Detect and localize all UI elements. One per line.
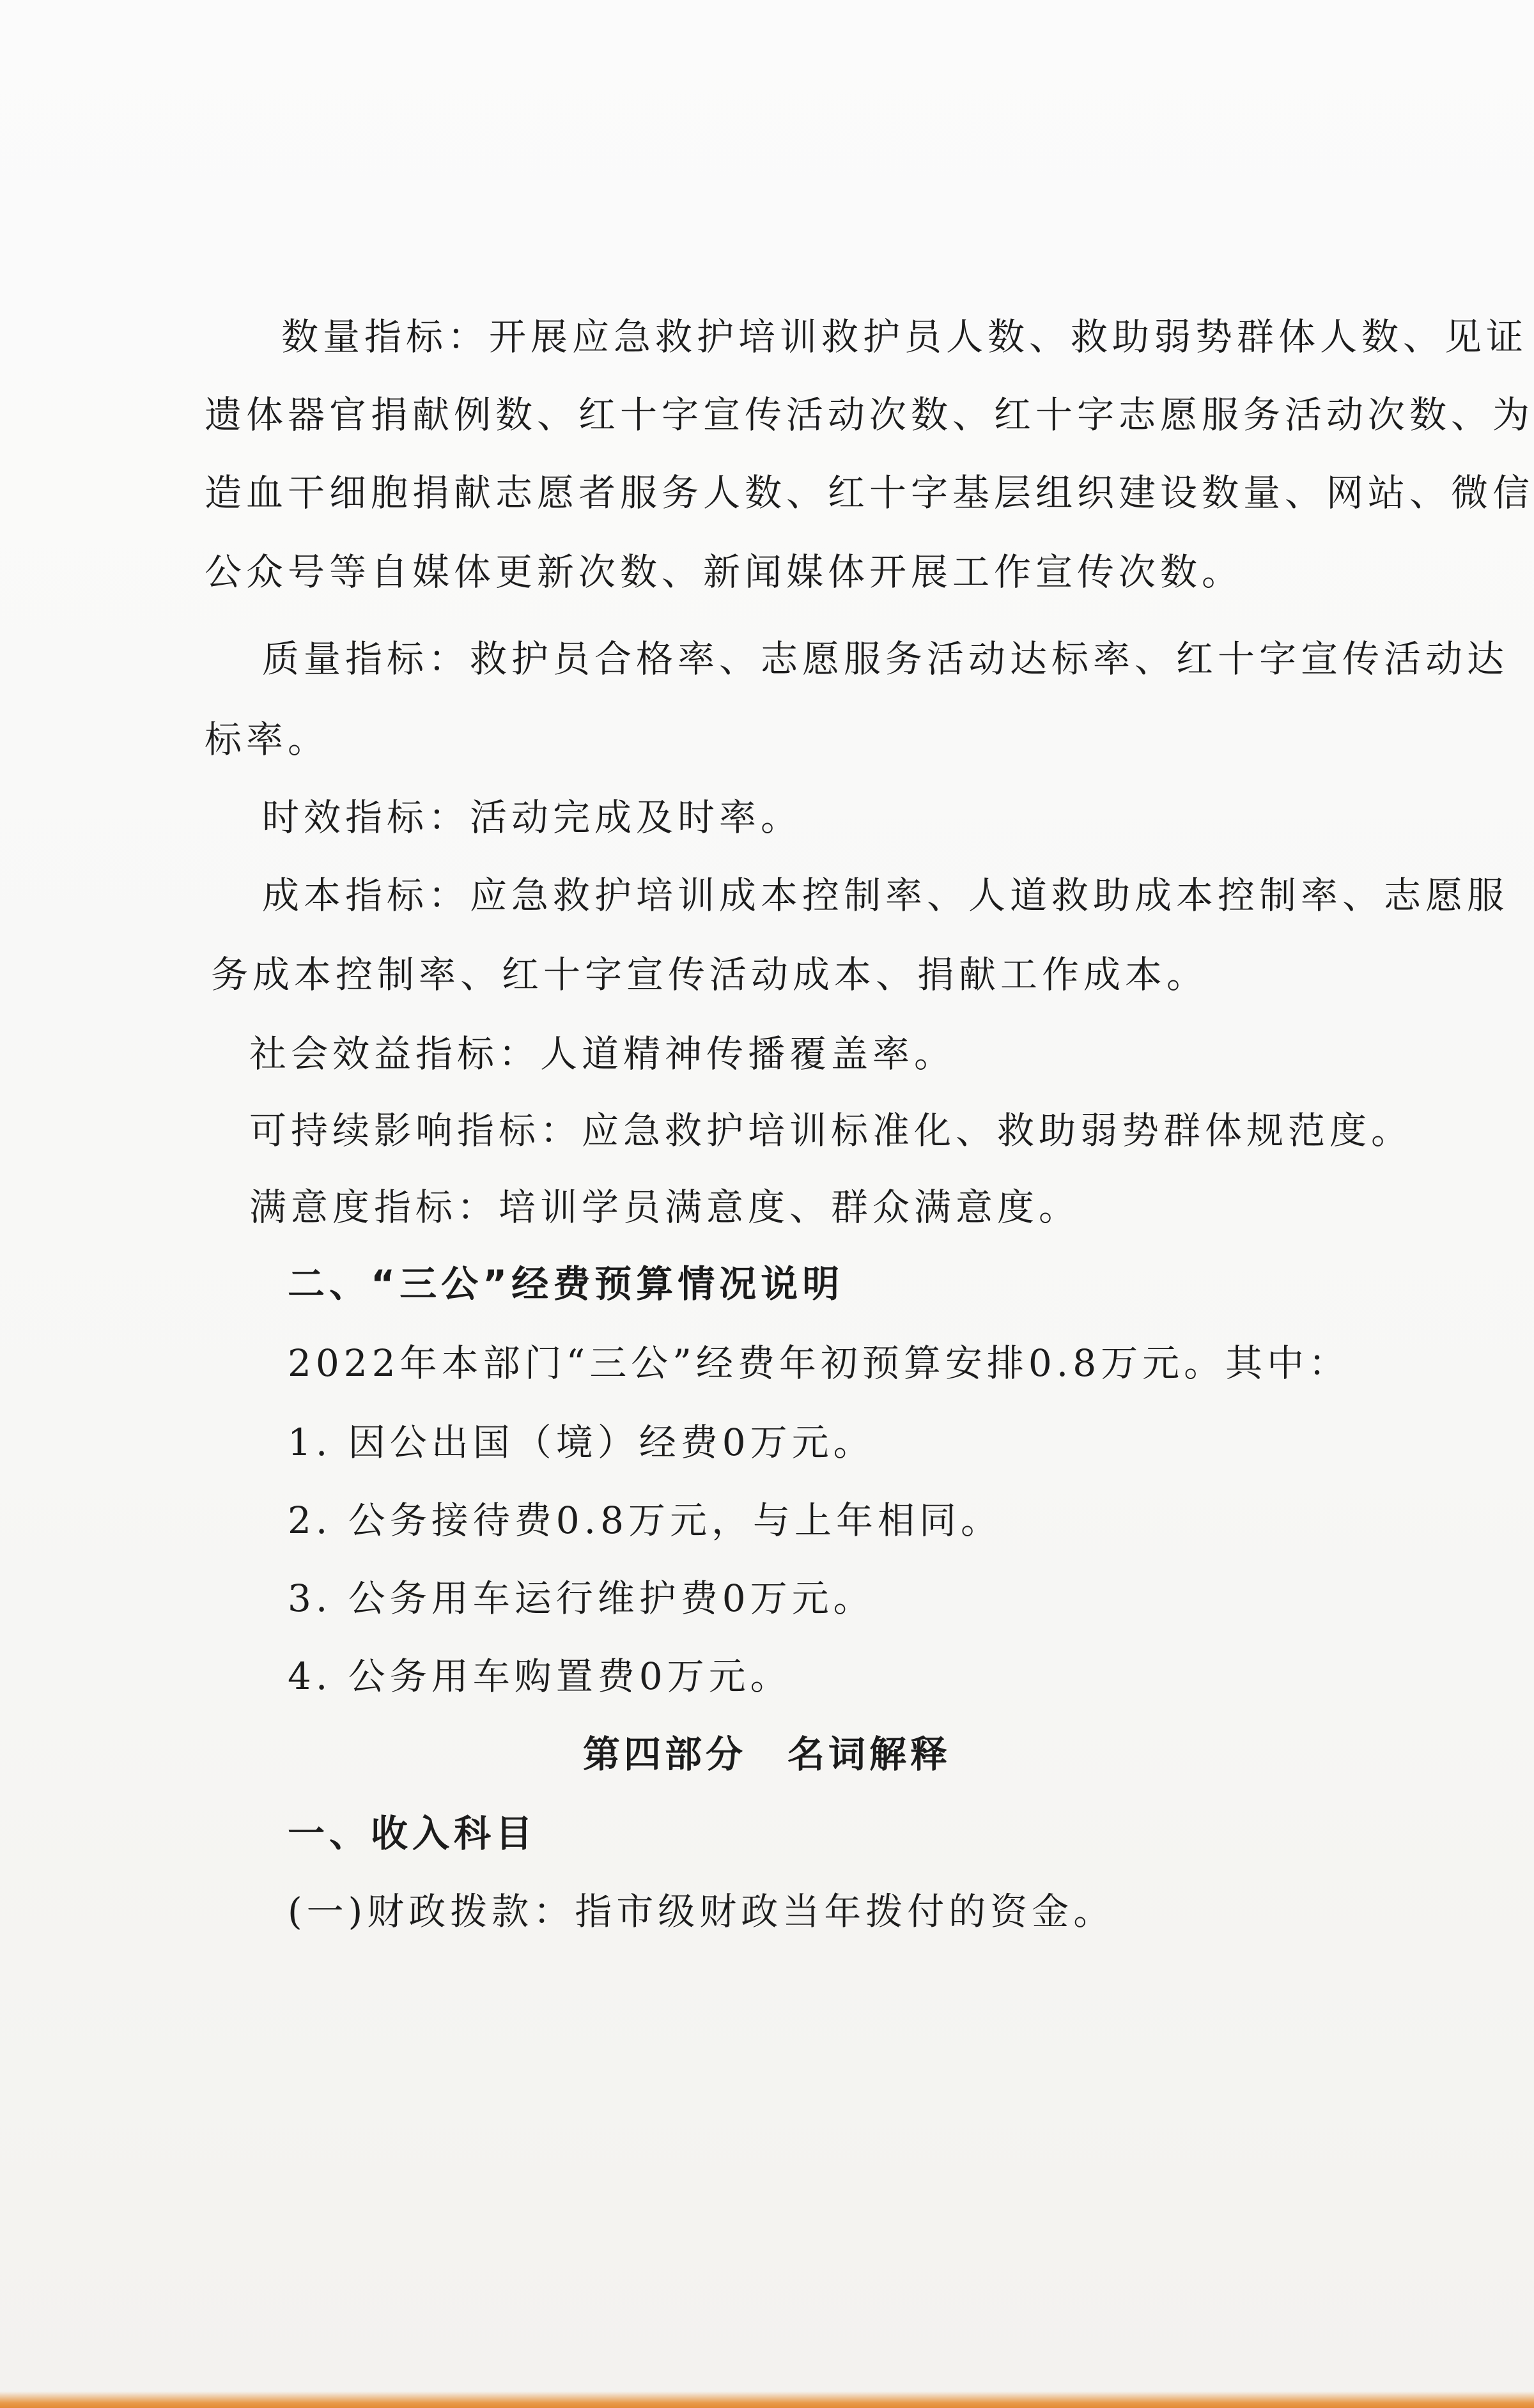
list-item-vehicle-maintenance: 3. 公务用车运行维护费0万元。 [288, 1577, 875, 1620]
paragraph-fiscal-appropriation: (一)财政拨款：指市级财政当年拨付的资金。 [288, 1890, 1115, 1933]
section-heading-income-items: 一、收入科目 [288, 1812, 538, 1855]
list-item-overseas-expenses: 1. 因公出国（境）经费0万元。 [288, 1421, 875, 1464]
paragraph-quantity-indicators-line-1: 数量指标：开展应急救护培训救护员人数、救助弱势群体人数、见证 [281, 315, 1528, 359]
paragraph-timeliness-indicators: 时效指标：活动完成及时率。 [262, 796, 803, 839]
paragraph-satisfaction-indicators: 满意度指标：培训学员满意度、群众满意度。 [249, 1185, 1081, 1229]
paragraph-quantity-indicators-line-2: 遗体器官捐献例数、红十字宣传活动次数、红十字志愿服务活动次数、为 [205, 393, 1534, 436]
part-four-heading: 第四部分 名词解释 [582, 1733, 951, 1776]
paragraph-quality-indicators-line-2: 标率。 [205, 718, 330, 761]
paragraph-quantity-indicators-line-4: 公众号等自媒体更新次数、新闻媒体开展工作宣传次数。 [205, 550, 1244, 594]
paragraph-quality-indicators-line-1: 质量指标：救护员合格率、志愿服务活动达标率、红十字宣传活动达 [262, 637, 1509, 681]
paragraph-sustainability-indicators: 可持续影响指标：应急救护培训标准化、救助弱势群体规范度。 [249, 1109, 1413, 1152]
paragraph-cost-indicators-line-2: 务成本控制率、红十字宣传活动成本、捐献工作成本。 [211, 953, 1209, 996]
paragraph-social-benefit-indicators: 社会效益指标：人道精神传播覆盖率。 [249, 1032, 956, 1076]
section-heading-three-public-expenses: 二、“三公”经费预算情况说明 [288, 1262, 844, 1306]
paragraph-three-public-budget: 2022年本部门“三公”经费年初预算安排0.8万元。其中： [288, 1341, 1351, 1385]
list-item-vehicle-purchase: 4. 公务用车购置费0万元。 [288, 1655, 792, 1698]
paragraph-quantity-indicators-line-3: 造血干细胞捐献志愿者服务人数、红十字基层组织建设数量、网站、微信 [205, 471, 1534, 514]
page-bottom-edge [0, 2391, 1534, 2408]
list-item-reception-expenses: 2. 公务接待费0.8万元，与上年相同。 [288, 1499, 1003, 1542]
paragraph-cost-indicators-line-1: 成本指标：应急救护培训成本控制率、人道救助成本控制率、志愿服 [262, 874, 1509, 917]
